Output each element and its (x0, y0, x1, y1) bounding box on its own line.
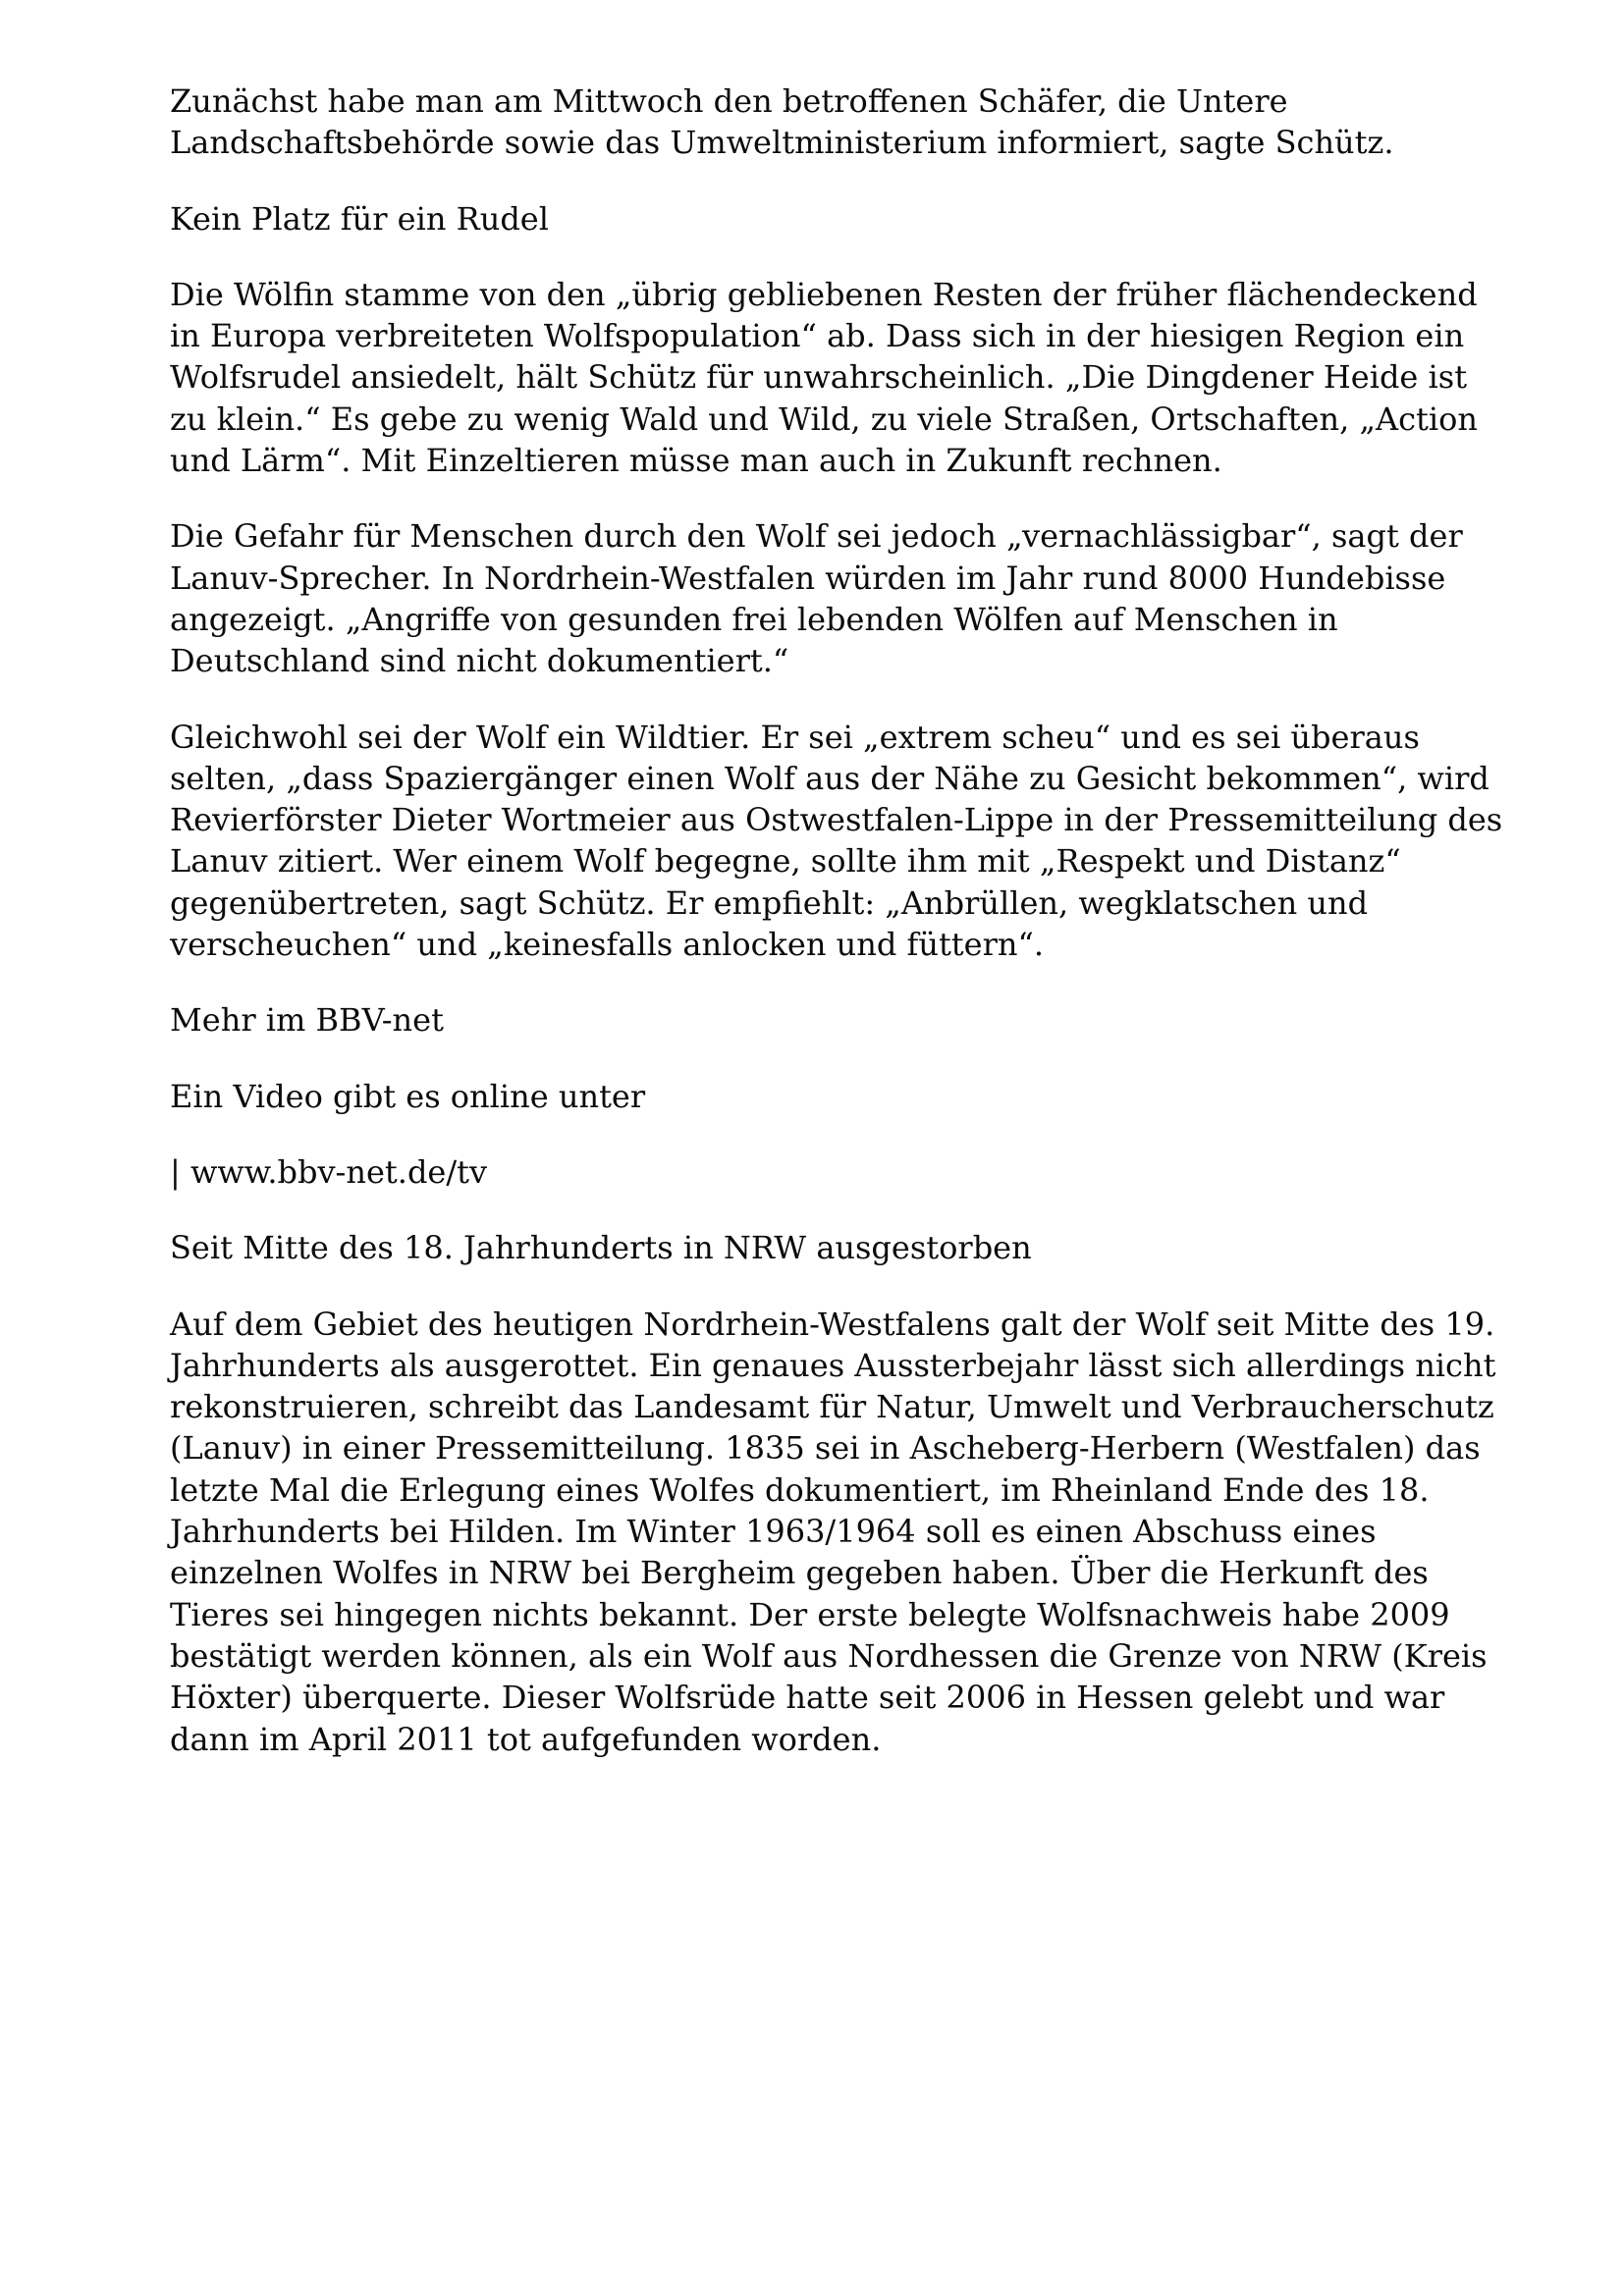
text-line: Revierförster Dieter Wortmeier aus Ostwestfalen-Lippe in der Pressemitteilung des (170, 801, 1503, 839)
text-line: angezeigt. „Angriffe von gesunden frei lebenden Wölfen auf Menschen in (170, 600, 1338, 638)
text-line: verscheuchen“ und „keinesfalls anlocken und füttern“. (170, 926, 1045, 964)
video-link-line (170, 1151, 1486, 1193)
text-line: einzelnen Wolfes in NRW bei Bergheim gegeben haben. Über die Herkunft des (170, 1554, 1429, 1592)
text-line: Auf dem Gebiet des heutigen Nordrhein-Westfalens galt der Wolf seit Mitte des 19. (170, 1305, 1495, 1343)
text-line: letzte Mal die Erlegung eines Wolfes dokumentiert, im Rheinland Ende des 18. (170, 1470, 1430, 1509)
text-line: Wolfsrudel ansiedelt, hält Schütz für unwahrscheinlich. „Die Dingdener Heide ist (170, 358, 1468, 397)
video-note (170, 1076, 1486, 1117)
text-line: Die Wölfin stamme von den „übrig gebliebenen Resten der früher flächendeckend (170, 275, 1478, 313)
text-line: Gleichwohl sei der Wolf ein Wildtier. Er sei „extrem scheu“ und es sei überaus (170, 718, 1420, 756)
text-line: Lanuv zitiert. Wer einem Wolf begegne, sollte ihm mit „Respekt und Distanz“ (170, 842, 1401, 881)
document-page (170, 80, 1503, 1794)
text-line: dann im April 2011 tot aufgefunden worden. (170, 1720, 882, 1758)
text-line: und Lärm“. Mit Einzeltieren müsse man auch in Zukunft rechnen. (170, 442, 1222, 480)
paragraph-intro (170, 80, 1486, 164)
text-line: Deutschland sind nicht dokumentiert.“ (170, 642, 789, 680)
paragraph-history (170, 1304, 1496, 1760)
text-line: Lanuv-Sprecher. In Nordrhein-Westfalen würden im Jahr rund 8000 Hundebisse (170, 559, 1446, 597)
more-heading-text: Mehr im BBV-net (170, 1001, 444, 1040)
paragraph-gefahr (170, 515, 1486, 681)
text-line: Landschaftsbehörde sowie das Umweltministerium informiert, sagte Schütz. (170, 124, 1394, 162)
subheading-rudel (170, 198, 1486, 240)
text-line: bestätigt werden können, als ein Wolf aus Nordhessen die Grenze von NRW (Kreis (170, 1636, 1488, 1675)
text-line: selten, „dass Spaziergänger einen Wolf aus der Nähe zu Gesicht bekommen“, wird (170, 759, 1489, 797)
text-line: gegenübertreten, sagt Schütz. Er empfiehlt: „Anbrüllen, wegklatschen und (170, 883, 1369, 922)
text-line: in Europa verbreiteten Wolfspopulation“ ab. Dass sich in der hiesigen Region ein (170, 317, 1465, 355)
text-line: Jahrhunderts als ausgerottet. Ein genaues Aussterbejahr lässt sich allerdings nicht (170, 1346, 1496, 1384)
paragraph-woelfin (170, 274, 1486, 481)
text-line: Die Gefahr für Menschen durch den Wolf sei jedoch „vernachlässigbar“, sagt der (170, 517, 1463, 556)
text-line: zu klein.“ Es gebe zu wenig Wald und Wild, zu viele Straßen, Ortschaften, „Action (170, 400, 1479, 438)
text-line: rekonstruieren, schreibt das Landesamt für Natur, Umwelt und Verbraucherschutz (170, 1388, 1494, 1426)
video-link[interactable]: | www.bbv-net.de/tv (170, 1152, 488, 1191)
subheading-text: Seit Mitte des 18. Jahrhunderts in NRW ausgestorben (170, 1229, 1032, 1267)
video-note-text: Ein Video gibt es online unter (170, 1077, 646, 1115)
text-line: Höxter) überquerte. Dieser Wolfsrüde hatte seit 2006 in Hessen gelebt und war (170, 1679, 1445, 1717)
subheading-text: Kein Platz für ein Rudel (170, 199, 549, 238)
subheading-ausgestorben (170, 1227, 1486, 1268)
text-line: Jahrhunderts bei Hilden. Im Winter 1963/1964 soll es einen Abschuss eines (170, 1513, 1377, 1551)
paragraph-wildtier (170, 717, 1503, 966)
text-line: Zunächst habe man am Mittwoch den betroffenen Schäfer, die Untere (170, 82, 1288, 120)
text-line: (Lanuv) in einer Pressemitteilung. 1835 sei in Ascheberg-Herbern (Westfalen) das (170, 1429, 1481, 1468)
text-line: Tieres sei hingegen nichts bekannt. Der erste belegte Wolfsnachweis habe 2009 (170, 1595, 1450, 1633)
more-heading (170, 999, 1486, 1041)
